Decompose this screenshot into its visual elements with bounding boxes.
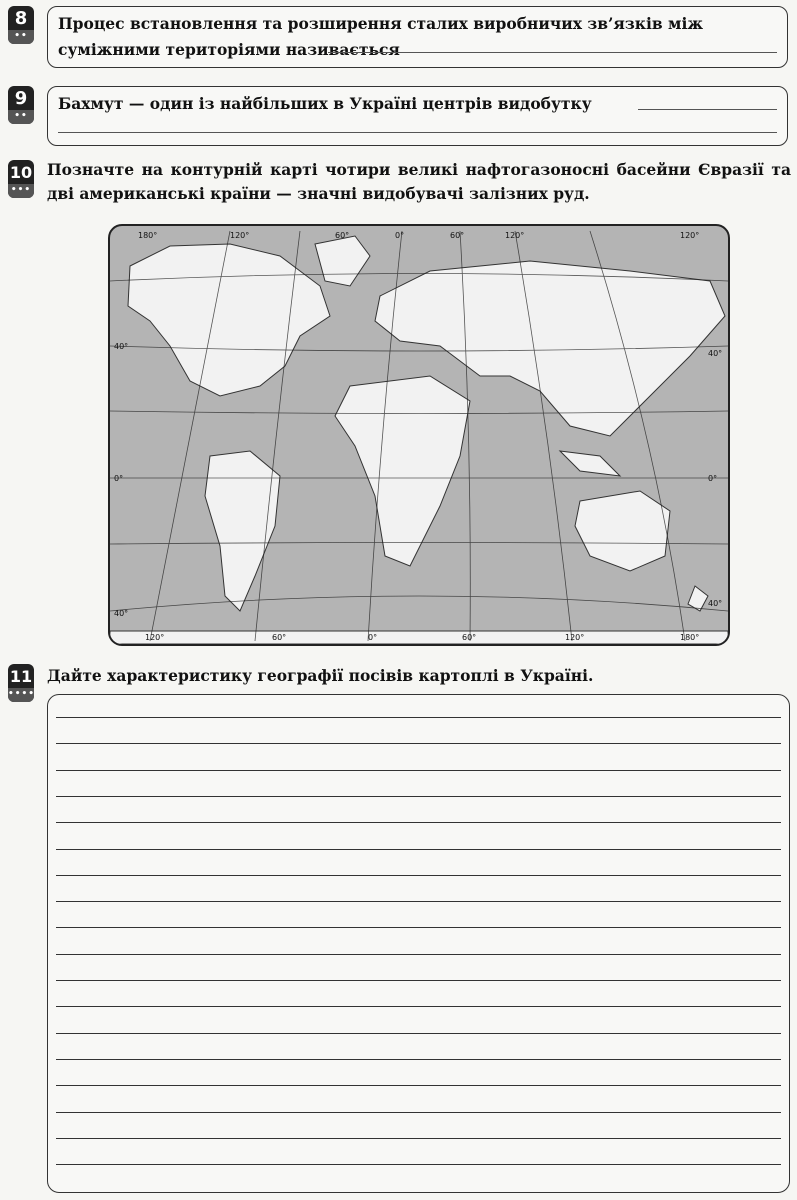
question-number: 11 (9, 667, 33, 686)
answer-line[interactable] (638, 109, 777, 110)
question-8-box[interactable] (47, 6, 788, 68)
question-10-text: Позначте на контурній карті чотири великі нафтогазоносні басейни Євразії та дві американські країни — значні видобувачі залізних руд. (47, 160, 791, 203)
top-label: 0° (395, 231, 405, 240)
question-number: 8 (14, 8, 28, 29)
top-label: 180° (138, 231, 158, 240)
contour-world-map[interactable] (108, 224, 730, 646)
south-america-land (205, 451, 280, 611)
answer-line[interactable] (56, 822, 781, 823)
answer-line[interactable] (56, 954, 781, 955)
score-dots: •• (8, 110, 34, 124)
answer-line[interactable] (56, 717, 781, 718)
bottom-label: 180° (680, 633, 700, 642)
answer-line[interactable] (56, 1006, 781, 1007)
question-8-text: Процес встановлення та розширення сталих виробничих зв’язків між суміжними територіями називається (58, 14, 703, 59)
map-canvas[interactable] (110, 226, 728, 644)
question-9-badge (8, 86, 34, 124)
islands-land (560, 451, 620, 476)
answer-line[interactable] (58, 132, 777, 133)
right-label: 0° (708, 474, 718, 483)
answer-line[interactable] (56, 1138, 781, 1139)
parallel-40s (110, 596, 728, 611)
left-label: 40° (114, 609, 129, 618)
answer-line[interactable] (56, 770, 781, 771)
left-label: 0° (114, 474, 124, 483)
right-label: 40° (708, 599, 723, 608)
bottom-label: 120° (145, 633, 165, 642)
africa-land (335, 376, 470, 566)
answer-line[interactable] (56, 796, 781, 797)
answer-line[interactable] (56, 1112, 781, 1113)
score-dots: •• (8, 30, 34, 44)
score-dots: •••• (8, 688, 34, 702)
question-10-badge (8, 160, 34, 198)
bottom-label: 60° (272, 633, 287, 642)
answer-line[interactable] (328, 52, 777, 53)
answer-line[interactable] (56, 980, 781, 981)
antarctica-land (110, 631, 728, 644)
australia-land (575, 491, 670, 571)
question-11-text: Дайте характеристику географії посівів картоплі в Україні. (47, 666, 594, 685)
top-label: 120° (230, 231, 250, 240)
answer-area[interactable] (47, 694, 790, 1193)
bottom-label: 120° (565, 633, 585, 642)
answer-line[interactable] (56, 743, 781, 744)
answer-line[interactable] (56, 927, 781, 928)
question-9-text: Бахмут — один із найбільших в Україні центрів видобутку (58, 94, 592, 113)
top-label: 120° (680, 231, 700, 240)
answer-line[interactable] (56, 901, 781, 902)
answer-line[interactable] (56, 1059, 781, 1060)
question-9-box[interactable] (47, 86, 788, 146)
question-number: 9 (14, 88, 28, 109)
greenland-land (315, 236, 370, 286)
answer-line[interactable] (56, 1033, 781, 1034)
right-label: 40° (708, 349, 723, 358)
bottom-label: 60° (462, 633, 477, 642)
question-8-badge (8, 6, 34, 44)
answer-line[interactable] (56, 849, 781, 850)
top-label: 60° (450, 231, 465, 240)
answer-line[interactable] (56, 1085, 781, 1086)
question-11-badge (8, 664, 34, 702)
question-number: 10 (9, 163, 33, 182)
north-america-land (128, 244, 330, 396)
answer-line[interactable] (56, 1164, 781, 1165)
left-label: 40° (114, 342, 129, 351)
top-label: 60° (335, 231, 350, 240)
score-dots: ••• (8, 184, 34, 198)
answer-line[interactable] (56, 875, 781, 876)
bottom-label: 0° (368, 633, 378, 642)
top-label: 120° (505, 231, 525, 240)
